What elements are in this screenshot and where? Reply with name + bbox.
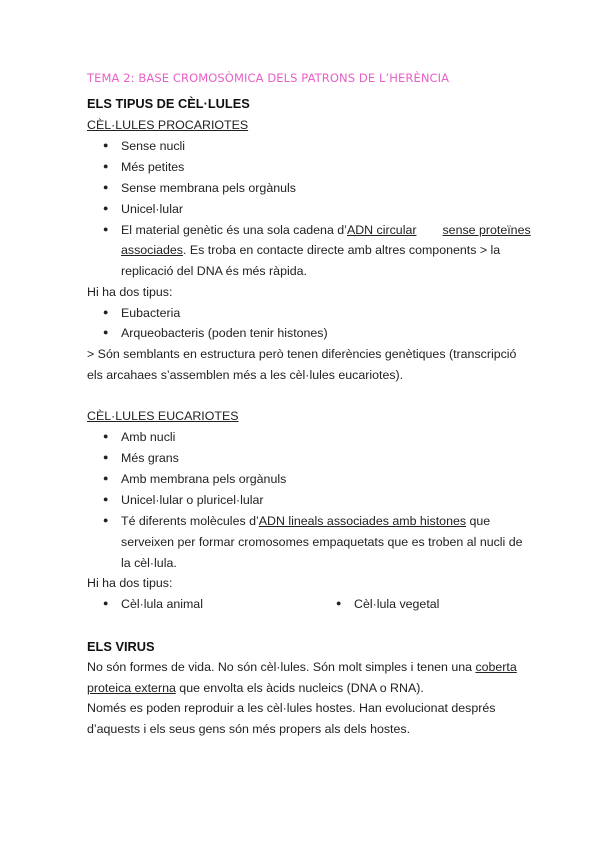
underlined-term: sense proteïnes [442,223,531,237]
bullet-icon: ● [336,598,342,608]
list-item: Més petites [121,160,185,174]
list-item: Unicel·lular [121,202,183,216]
virus-paragraph: No són formes de vida. No són cèl·lules. Són molt simples i tenen una coberta [87,660,517,674]
list-item: Amb membrana pels orgànuls [121,472,287,486]
list-item-dna-molecules: Té diferents molècules d’ADN lineals associades amb histones que [121,514,491,528]
bullet-icon: ● [103,473,109,483]
bullet-icon: ● [103,161,109,171]
bullet-icon: ● [103,452,109,462]
underlined-term: ADN circular [346,223,417,237]
virus-paragraph: d’aquests i els seus gens són més propers als dels hostes. [87,722,411,736]
virus-paragraph: Només es poden reproduir a les cèl·lules hostes. Han evolucionat després [87,701,496,715]
list-item: Eubacteria [121,306,181,320]
bullet-icon: ● [103,431,109,441]
subheading-procariotes: CÈL·LULES PROCARIOTES [87,118,249,132]
list-item: Unicel·lular o pluricel·lular [121,493,264,507]
subheading-eucariotes: CÈL·LULES EUCARIOTES [87,409,239,423]
list-item-continuation: la cèl·lula. [121,556,177,570]
section-heading-virus: ELS VIRUS [87,639,155,654]
list-item-genetic-material: El material genètic és una sola cadena d’ADN circular sense proteïnes [121,223,531,237]
list-item: Sense nucli [121,139,186,153]
list-item: Cèl·lula vegetal [354,597,440,611]
underlined-term: proteica externa [87,681,176,695]
note-paragraph: els arcahaes s’assemblen més a les cèl·lules eucariotes). [87,368,404,382]
types-intro: Hi ha dos tipus: [87,576,173,590]
bullet-icon: ● [103,182,109,192]
underlined-term: ADN lineals associades amb histones [258,514,467,528]
list-item-continuation: serveixen per formar cromosomes empaquetats que es troben al nucli de [121,535,523,549]
page-title: TEMA 2: BASE CROMOSÒMICA DELS PATRONS DE L’HERÈNCIA [87,71,450,85]
list-item-continuation: replicació del DNA és més ràpida. [121,264,307,278]
bullet-icon: ● [103,203,109,213]
bullet-icon: ● [103,327,109,337]
types-intro: Hi ha dos tipus: [87,285,173,299]
bullet-icon: ● [103,140,109,150]
list-item: Amb nucli [121,430,176,444]
list-item-continuation: associades. Es troba en contacte directe amb altres components > la [121,243,501,257]
bullet-icon: ● [103,494,109,504]
bullet-icon: ● [103,224,109,234]
section-heading-cell-types: ELS TIPUS DE CÈL·LULES [87,96,250,111]
virus-paragraph: proteica externa que envolta els àcids nucleics (DNA o RNA). [87,681,424,695]
bullet-icon: ● [103,598,109,608]
list-item: Sense membrana pels orgànuls [121,181,296,195]
bullet-icon: ● [103,515,109,525]
note-paragraph: > Són semblants en estructura però tenen diferències genètiques (transcripció [87,347,517,361]
bullet-icon: ● [103,307,109,317]
list-item: Més grans [121,451,179,465]
underlined-term: associades [121,243,183,257]
list-item: Cèl·lula animal [121,597,203,611]
list-item: Arqueobacteris (poden tenir histones) [121,326,328,340]
underlined-term: coberta [475,660,517,674]
